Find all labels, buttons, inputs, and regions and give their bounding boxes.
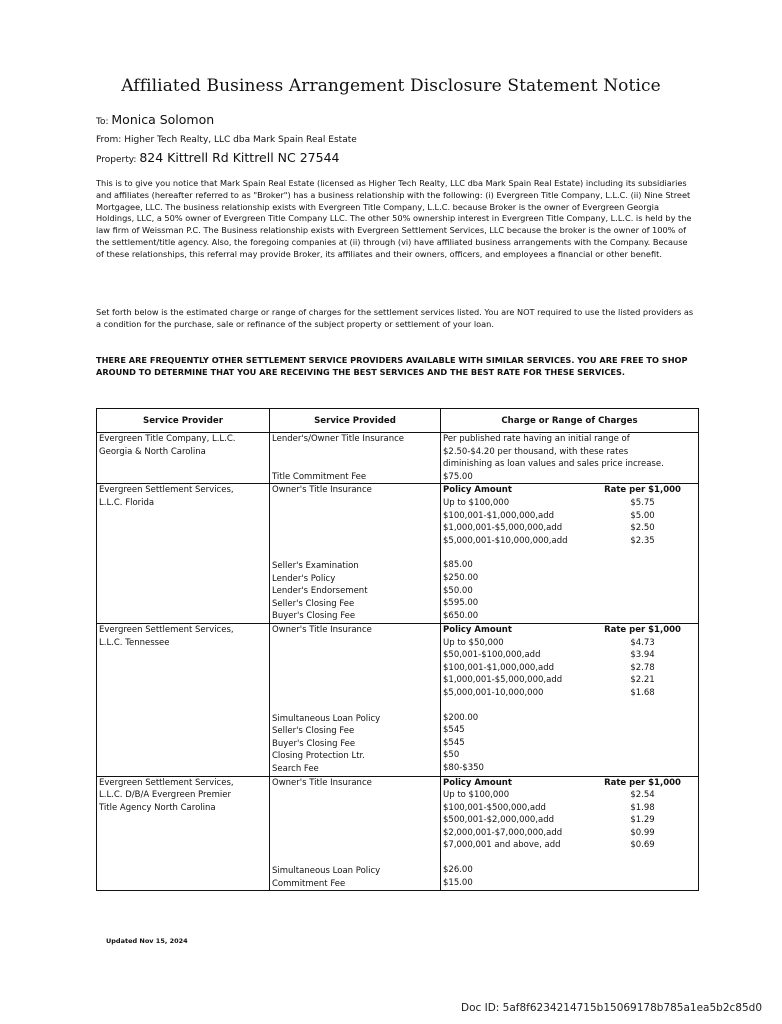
- provider-name: Evergreen Settlement Services,: [99, 485, 234, 496]
- fee-value: $85.00: [443, 560, 473, 571]
- provider-cell: [97, 484, 270, 624]
- rate-row: $100,001-$1,000,000,add $5.00: [443, 510, 655, 521]
- fee-value: $15.00: [443, 877, 473, 888]
- provider-region: L.L.C. Tennessee: [99, 637, 170, 648]
- estimate-paragraph: Set forth below is the estimated charge or range of charges for the settlement services listed. You are NOT required to use the listed providers as a condition for the purchase, sale or refinance of the subject property or settlement of your loan.: [96, 307, 694, 329]
- disclosure-paragraph: This is to give you notice that Mark Spain Real Estate (licensed as Higher Tech Realty, LLC dba Mark Spain Real Estate) including its subsidiaries and affiliates (hereafter referred to as "Broker") has a business relationship with the following: (i) Evergreen Title Company, L.L.C. (ii) Nine Street Mortgagee, LLC. The business relationship exists with Evergreen Title Company, L.L.C. because Broker is the owner of Evergreen Georgia Holdings, LLC, a 50% owner of Evergreen Title Company LLC. The other 50% ownership interest in Evergreen Title Company, L.L.C. is held by the law firm of Weissman P.C. The Business relationship exists with Evergreen Settlement Services, LLC because the broker is the owner of 100% of the settlement/title agency. Also, the foregoing companies at (ii) through (vi) have affiliated business arrangements with the Company. Because of these relationships, this referral may provide Broker, its affiliates and their owners, officers, and employees a financial or other benefit.: [96, 178, 692, 259]
- rate-row: $1,000,001-$5,000,000,add $2.50: [443, 523, 655, 534]
- rate-row: Up to $100,000 $5.75: [443, 497, 655, 508]
- provider-region: Georgia & North Carolina: [99, 446, 206, 457]
- service-cell: [270, 776, 441, 891]
- fee-value: $80-$350: [443, 762, 484, 773]
- provider-cell: [97, 623, 270, 776]
- service-item: Commitment Fee: [272, 878, 346, 889]
- service-item: Title Commitment Fee: [272, 471, 367, 482]
- rate-row: $5,000,001-$10,000,000,add $2.35: [443, 535, 655, 546]
- updated-date: Updated Nov 15, 2024: [106, 937, 188, 945]
- fee-value: $250.00: [443, 572, 479, 583]
- provider-region: Title Agency North Carolina: [99, 802, 216, 813]
- service-cell: [270, 484, 441, 624]
- rate-row: $500,001-$2,000,000,add $1.29: [443, 815, 655, 826]
- property-line: [96, 150, 339, 165]
- table-row: [97, 433, 699, 484]
- service-item: Simultaneous Loan Policy: [272, 713, 381, 724]
- rate-row: Up to $100,000 $2.54: [443, 790, 655, 801]
- charge-text: $2.50-$4.20 per thousand, with these rates: [443, 446, 629, 457]
- service-item: Owner's Title Insurance: [272, 485, 372, 496]
- from-label: From:: [96, 135, 122, 145]
- doc-id: Doc ID: 5af8f6234214715b15069178b785a1ea5b2c85d0: [461, 1002, 762, 1014]
- provider-cell: [97, 776, 270, 891]
- services-table: [96, 408, 699, 891]
- rate-row: $5,000,001-10,000,000 $1.68: [443, 687, 655, 698]
- fee-value: $650.00: [443, 610, 479, 621]
- rate-header: Policy Amount Rate per $1,000: [443, 777, 681, 788]
- service-cell: [270, 433, 441, 484]
- service-item: Lender's Endorsement: [272, 586, 368, 597]
- property-value: 824 Kittrell Rd Kittrell NC 27544: [139, 150, 340, 165]
- service-item: Simultaneous Loan Policy: [272, 866, 381, 877]
- rate-row: $50,001-$100,000,add $3.94: [443, 650, 655, 661]
- service-item: Search Fee: [272, 763, 319, 774]
- service-item: Seller's Closing Fee: [272, 726, 355, 737]
- rate-header: Policy Amount Rate per $1,000: [443, 485, 681, 496]
- table-row: [97, 776, 699, 891]
- table-header-row: [97, 409, 699, 433]
- provider-name: L.L.C. D/B/A Evergreen Premier: [99, 790, 231, 801]
- provider-cell: [97, 433, 270, 484]
- service-item: Buyer's Closing Fee: [272, 611, 356, 622]
- service-item: Seller's Examination: [272, 560, 359, 571]
- charge-cell: [441, 776, 699, 891]
- charge-cell: [441, 433, 699, 484]
- shop-around-notice: THERE ARE FREQUENTLY OTHER SETTLEMENT SERVICE PROVIDERS AVAILABLE WITH SIMILAR SERVICES. YOU ARE FREE TO SHOP AROUND TO DETERMINE THAT YOU ARE RECEIVING THE BEST SERVICES AND THE BEST RATE FOR THESE SERVICES.: [96, 355, 688, 377]
- fee-value: $595.00: [443, 598, 479, 609]
- rate-header: Policy Amount Rate per $1,000: [443, 624, 681, 635]
- rate-row: Up to $50,000 $4.73: [443, 637, 655, 648]
- header-service-provided: Service Provided: [270, 409, 441, 433]
- fee-value: $545: [443, 737, 465, 748]
- charge-text: Per published rate having an initial range of: [443, 434, 630, 444]
- service-item: Owner's Title Insurance: [272, 624, 372, 635]
- to-label: To:: [96, 117, 109, 127]
- rate-row: $100,001-$500,000,add $1.98: [443, 802, 655, 813]
- to-line: [96, 112, 214, 127]
- rate-row: $2,000,001-$7,000,000,add $0.99: [443, 827, 655, 838]
- header-service-provider: Service Provider: [97, 409, 270, 433]
- fee-value: $50.00: [443, 585, 473, 596]
- from-line: [96, 135, 357, 145]
- table-row: [97, 484, 699, 624]
- charge-cell: [441, 623, 699, 776]
- service-item: Owner's Title Insurance: [272, 777, 372, 788]
- provider-name: Evergreen Title Company, L.L.C.: [99, 434, 236, 444]
- service-item: Buyer's Closing Fee: [272, 738, 356, 749]
- charge-value: $75.00: [443, 471, 473, 482]
- charge-text: diminishing as loan values and sales price increase.: [443, 459, 664, 470]
- rate-row: $7,000,001 and above, add $0.69: [443, 840, 655, 851]
- rate-row: $1,000,001-$5,000,000,add $2.21: [443, 675, 655, 686]
- table-row: [97, 623, 699, 776]
- provider-region: L.L.C. Florida: [99, 497, 155, 508]
- fee-value: $50: [443, 750, 460, 761]
- provider-name: Evergreen Settlement Services,: [99, 624, 234, 635]
- page-title: Affiliated Business Arrangement Disclosure Statement Notice: [121, 76, 661, 96]
- service-item: Lender's Policy: [272, 573, 336, 584]
- property-label: Property:: [96, 155, 137, 165]
- fee-value: $26.00: [443, 865, 473, 876]
- service-cell: [270, 623, 441, 776]
- service-item: Closing Protection Ltr.: [272, 751, 365, 762]
- service-item: Lender's/Owner Title Insurance: [272, 434, 405, 444]
- to-name: Monica Solomon: [111, 112, 215, 127]
- service-item: Seller's Closing Fee: [272, 598, 355, 609]
- rate-row: $100,001-$1,000,000,add $2.78: [443, 662, 655, 673]
- fee-value: $200.00: [443, 712, 479, 723]
- fee-value: $545: [443, 725, 465, 736]
- charge-cell: [441, 484, 699, 624]
- header-charge: Charge or Range of Charges: [441, 409, 699, 433]
- from-value: Higher Tech Realty, LLC dba Mark Spain Real Estate: [124, 135, 357, 145]
- provider-name: Evergreen Settlement Services,: [99, 777, 234, 788]
